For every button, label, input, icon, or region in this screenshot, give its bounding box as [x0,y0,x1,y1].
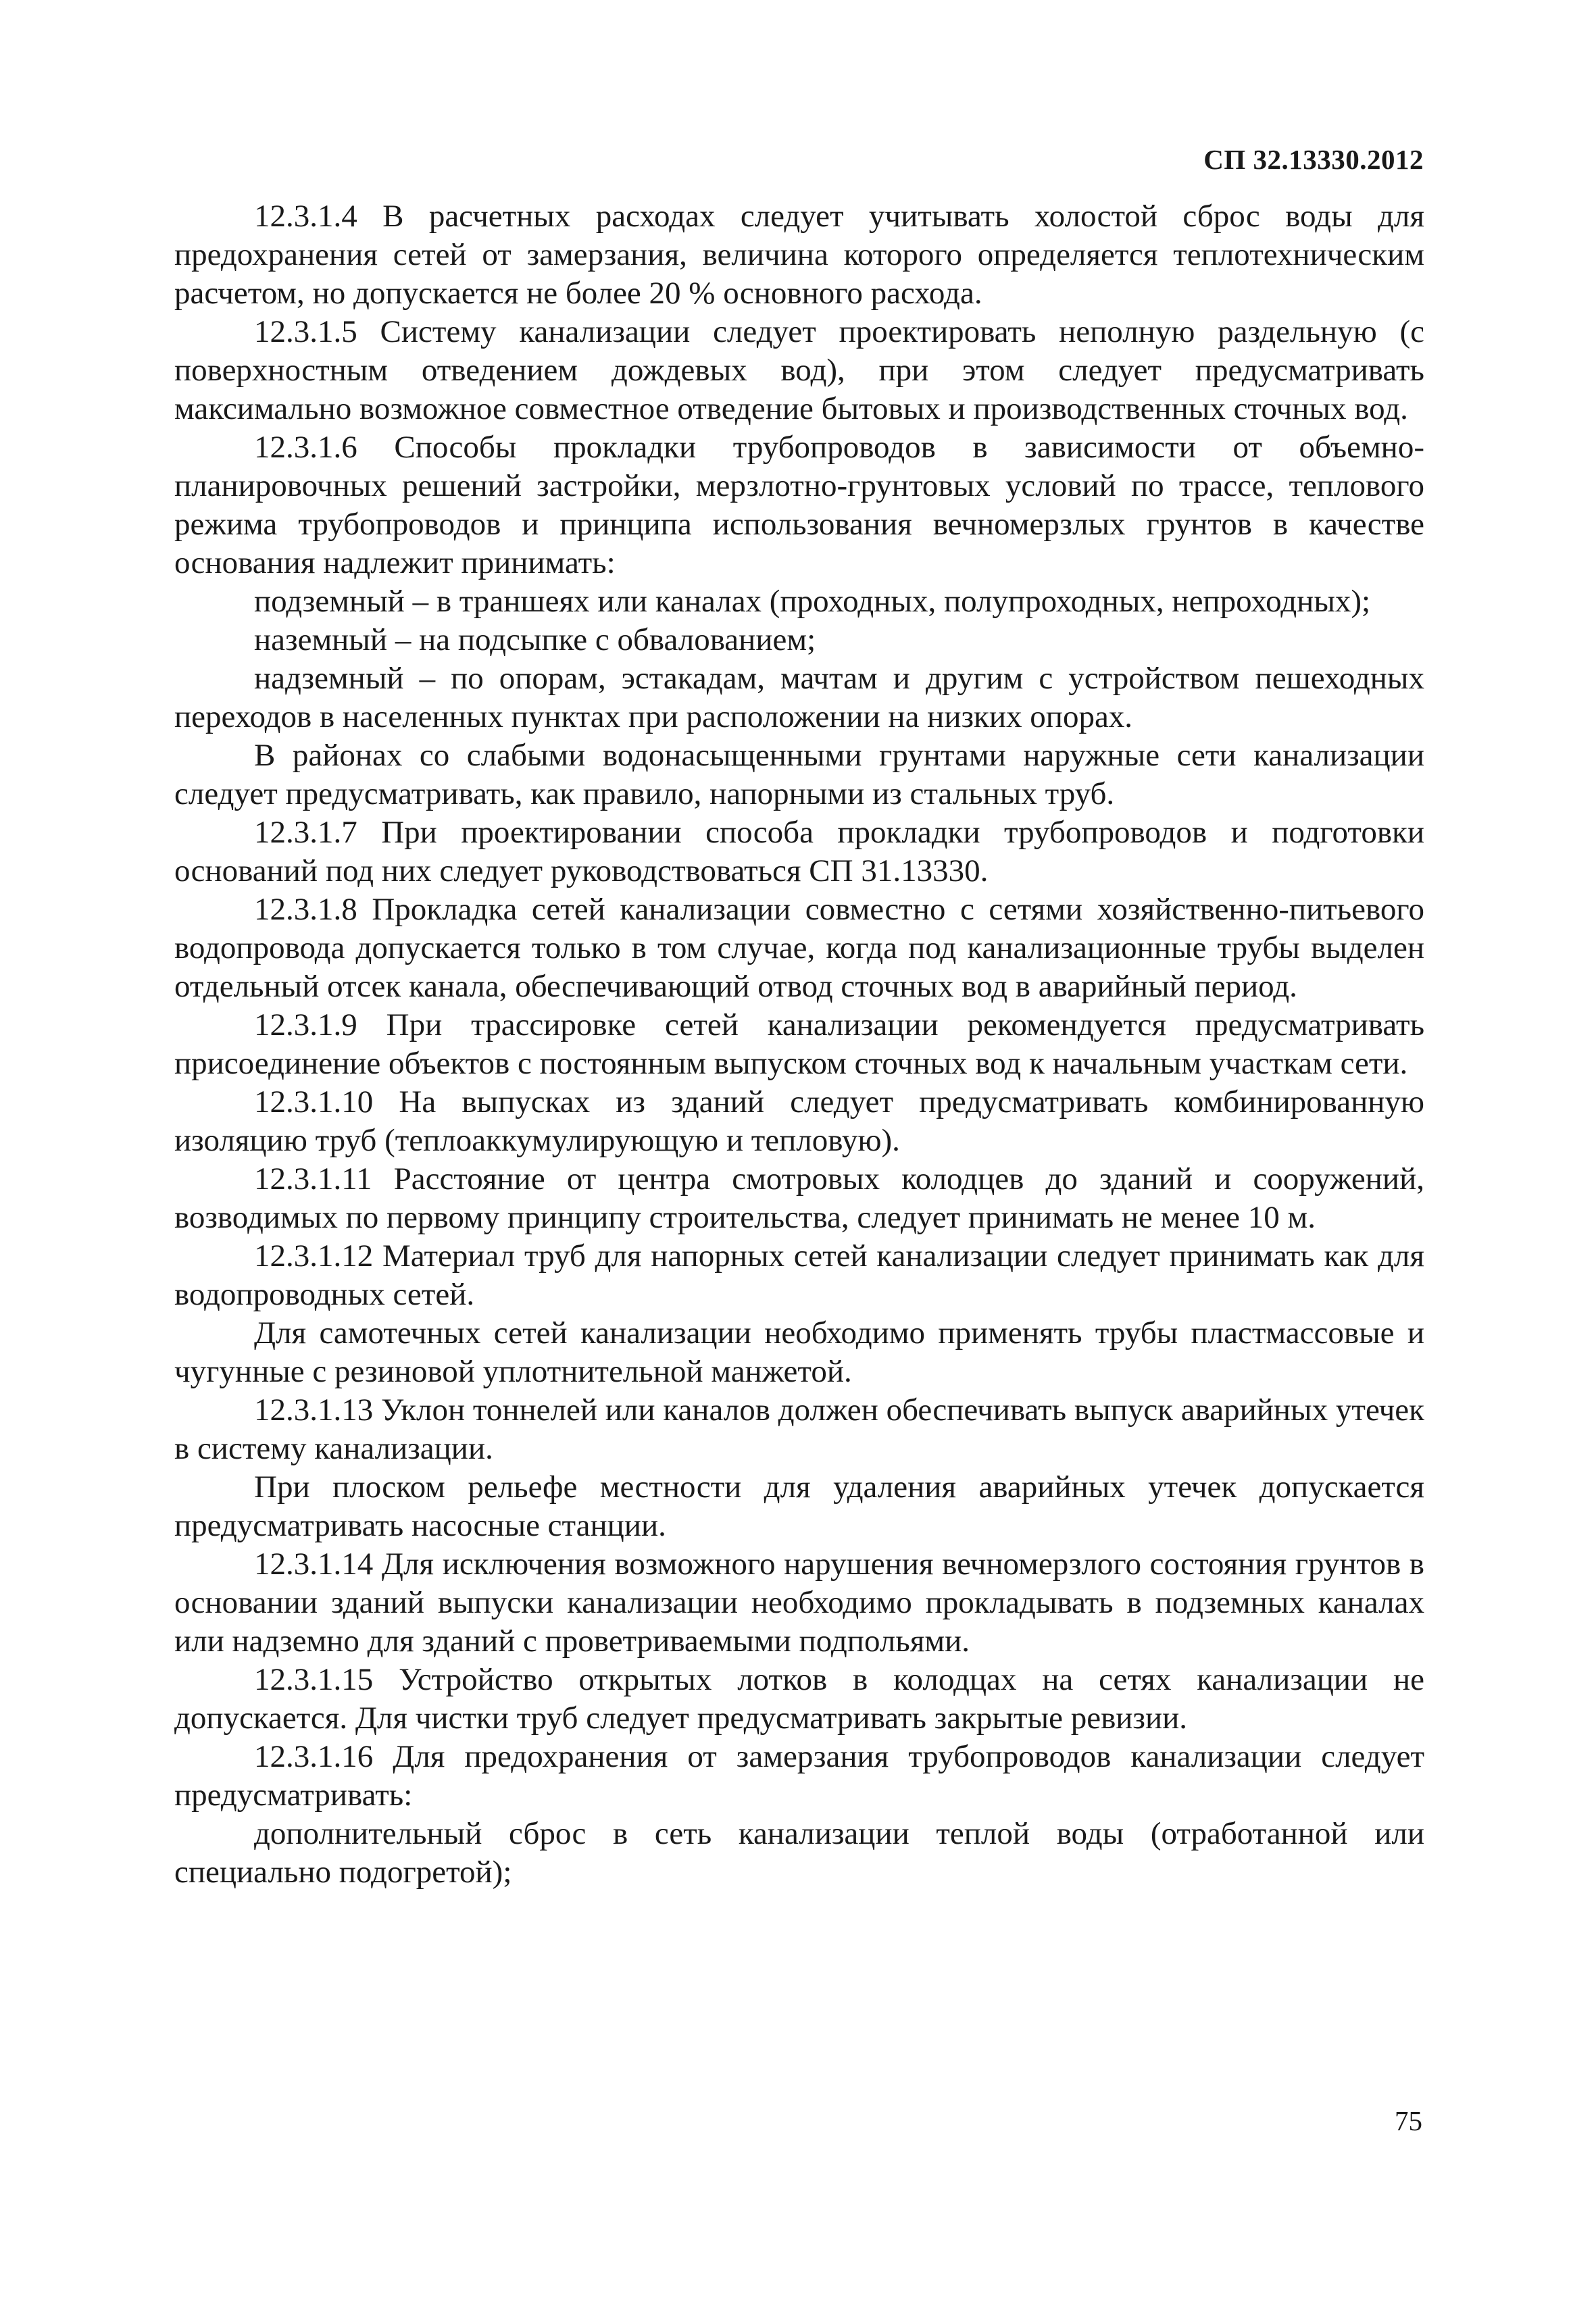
list-item-underground: подземный – в траншеях или каналах (проходных, полупроходных, непроходных); [254,584,1371,619]
paragraph-12-3-1-6: 12.3.1.6 Способы прокладки трубопроводов в зависимости от объемно-планировочных решений застройки, мерзлотно-грунтовых условий по трассе, теплового режима трубопроводов и принципа использования вечномерзлых грунтов в качестве основания надлежит принимать: [174,430,1424,580]
paragraph-12-3-1-9: 12.3.1.9 При трассировке сетей канализации рекомендуется предусматривать присоединение объектов с постоянным выпуском сточных вод к начальным участкам сети. [174,1007,1424,1081]
document-code-header: СП 32.13330.2012 [1203,144,1424,175]
list-item-ground: наземный – на подсыпке с обвалованием; [254,622,816,657]
paragraph-12-3-1-13: 12.3.1.13 Уклон тоннелей или каналов должен обеспечивать выпуск аварийных утечек в систему канализации. [174,1392,1424,1466]
page-number: 75 [1395,2105,1422,2136]
list-item-warm-water-discharge: дополнительный сброс в сеть канализации теплой воды (отработанной или специально подогретой); [174,1816,1424,1890]
list-item-overhead: надземный – по опорам, эстакадам, мачтам и другим с устройством пешеходных переходов в населенных пунктах при расположении на низких опорах. [174,661,1424,734]
paragraph-12-3-1-16: 12.3.1.16 Для предохранения от замерзания трубопроводов канализации следует предусматривать: [174,1739,1424,1813]
paragraph-12-3-1-8: 12.3.1.8 Прокладка сетей канализации совместно с сетями хозяйственно-питьевого водопровода допускается только в том случае, когда под канализационные трубы выделен отдельный отсек канала, обеспечивающий отвод сточных вод в аварийный период. [174,892,1424,1004]
document-body [174,197,1424,1892]
paragraph-12-3-1-4: 12.3.1.4 В расчетных расходах следует учитывать холостой сброс воды для предохранения сетей от замерзания, величина которого определяется теплотехническим расчетом, но допускается не более 20 % основного расхода. [174,199,1424,311]
paragraph-flat-terrain: При плоском рельефе местности для удаления аварийных утечек допускается предусматривать насосные станции. [174,1469,1424,1543]
paragraph-12-3-1-14: 12.3.1.14 Для исключения возможного нарушения вечномерзлого состояния грунтов в основании зданий выпуски канализации необходимо прокладывать в подземных каналах или надземно для зданий с проветриваемыми подпольями. [174,1546,1424,1659]
paragraph-gravity-networks: Для самотечных сетей канализации необходимо применять трубы пластмассовые и чугунные с резиновой уплотнительной манжетой. [174,1315,1424,1389]
paragraph-12-3-1-5: 12.3.1.5 Систему канализации следует проектировать неполную раздельную (с поверхностным отведением дождевых вод), при этом следует предусматривать максимально возможное совместное отведение бытовых и производственных сточных вод. [174,314,1424,426]
paragraph-12-3-1-10: 12.3.1.10 На выпусках из зданий следует предусматривать комбинированную изоляцию труб (теплоаккумулирующую и тепловую). [174,1084,1424,1158]
paragraph-12-3-1-15: 12.3.1.15 Устройство открытых лотков в колодцах на сетях канализации не допускается. Для чистки труб следует предусматривать закрытые ревизии. [174,1662,1424,1736]
paragraph-12-3-1-12: 12.3.1.12 Материал труб для напорных сетей канализации следует принимать как для водопроводных сетей. [174,1238,1424,1312]
paragraph-weak-soils: В районах со слабыми водонасыщенными грунтами наружные сети канализации следует предусматривать, как правило, напорными из стальных труб. [174,738,1424,811]
paragraph-12-3-1-7: 12.3.1.7 При проектировании способа прокладки трубопроводов и подготовки оснований под них следует руководствоваться СП 31.13330. [174,815,1424,888]
paragraph-12-3-1-11: 12.3.1.11 Расстояние от центра смотровых колодцев до зданий и сооружений, возводимых по первому принципу строительства, следует принимать не менее 10 м. [174,1161,1424,1235]
